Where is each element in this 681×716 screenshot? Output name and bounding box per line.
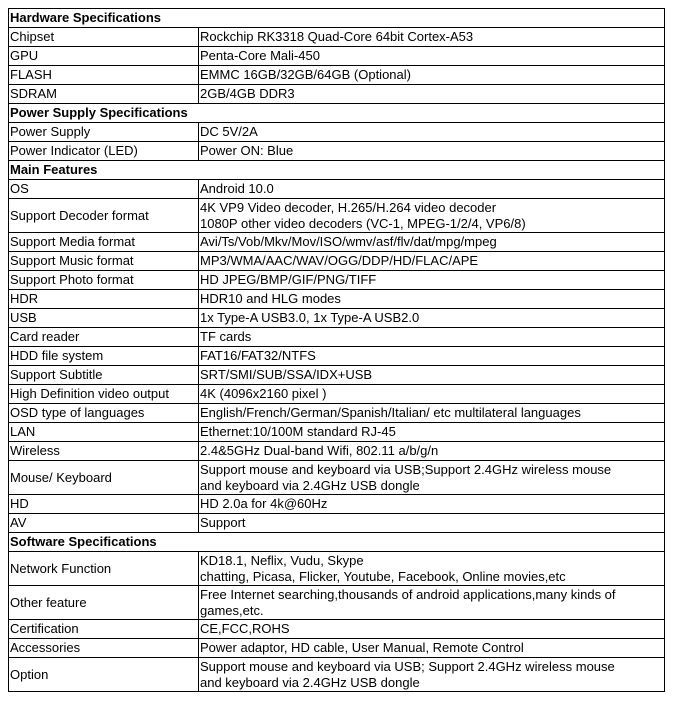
spec-value [199, 252, 665, 271]
spec-value [199, 290, 665, 309]
spec-label: AV [9, 514, 199, 533]
spec-value [199, 514, 665, 533]
spec-row [9, 199, 665, 233]
spec-label: Mouse/ Keyboard [9, 461, 199, 495]
spec-label: HD [9, 495, 199, 514]
spec-label: Chipset [9, 28, 199, 47]
spec-value-line: FAT16/FAT32/NTFS [200, 348, 316, 363]
spec-value-line: 2GB/4GB DDR3 [200, 86, 295, 101]
spec-label: Support Photo format [9, 271, 199, 290]
spec-value [199, 271, 665, 290]
spec-row [9, 85, 665, 104]
spec-value [199, 620, 665, 639]
spec-row [9, 290, 665, 309]
spec-label: SDRAM [9, 85, 199, 104]
spec-value-line: Support [200, 515, 246, 530]
spec-row [9, 552, 665, 586]
spec-label: USB [9, 309, 199, 328]
spec-row [9, 385, 665, 404]
spec-value-line: games,etc. [200, 602, 264, 618]
spec-value [199, 233, 665, 252]
spec-value [199, 199, 665, 233]
spec-label: OS [9, 180, 199, 199]
spec-value [199, 85, 665, 104]
spec-value-line: 4K (4096x2160 pixel ) [200, 386, 327, 401]
spec-value [199, 586, 665, 620]
spec-value-line: Avi/Ts/Vob/Mkv/Mov/ISO/wmv/asf/flv/dat/mpg/mpeg [200, 234, 497, 249]
spec-value [199, 461, 665, 495]
spec-value [199, 328, 665, 347]
spec-table-body [9, 9, 665, 692]
spec-label: Support Decoder format [9, 199, 199, 233]
spec-value-line: Ethernet:10/100M standard RJ-45 [200, 424, 396, 439]
spec-label: Option [9, 658, 199, 692]
spec-row [9, 28, 665, 47]
spec-row [9, 123, 665, 142]
spec-value [199, 180, 665, 199]
section-title: Software Specifications [9, 533, 665, 552]
spec-value-line: CE,FCC,ROHS [200, 621, 290, 636]
spec-row [9, 233, 665, 252]
spec-row [9, 461, 665, 495]
spec-value [199, 347, 665, 366]
spec-value [199, 66, 665, 85]
section-header-row [9, 104, 665, 123]
spec-value-line: 2.4&5GHz Dual-band Wifi, 802.11 a/b/g/n [200, 443, 439, 458]
spec-row [9, 514, 665, 533]
spec-value-line: HD JPEG/BMP/GIF/PNG/TIFF [200, 272, 377, 287]
spec-label: Support Media format [9, 233, 199, 252]
spec-label: HDD file system [9, 347, 199, 366]
spec-label: Certification [9, 620, 199, 639]
spec-value [199, 423, 665, 442]
spec-value-line: Penta-Core Mali-450 [200, 48, 320, 63]
spec-row [9, 142, 665, 161]
section-title: Power Supply Specifications [9, 104, 665, 123]
spec-row [9, 620, 665, 639]
spec-value-line: Android 10.0 [200, 181, 274, 196]
spec-value-line: Free Internet searching,thousands of android applications,many kinds of [200, 586, 616, 602]
spec-value-line: SRT/SMI/SUB/SSA/IDX+USB [200, 367, 373, 382]
spec-label: High Definition video output [9, 385, 199, 404]
spec-label: Wireless [9, 442, 199, 461]
section-header-row [9, 533, 665, 552]
spec-value [199, 658, 665, 692]
spec-row [9, 328, 665, 347]
spec-value-line: MP3/WMA/AAC/WAV/OGG/DDP/HD/FLAC/APE [200, 253, 479, 268]
section-title: Main Features [9, 161, 665, 180]
spec-row [9, 423, 665, 442]
spec-value-line: Power ON: Blue [200, 143, 294, 158]
spec-label: FLASH [9, 66, 199, 85]
spec-table [8, 8, 665, 692]
spec-label: Power Indicator (LED) [9, 142, 199, 161]
spec-value-line: English/French/German/Spanish/Italian/ etc multilateral languages [200, 405, 581, 420]
spec-row [9, 66, 665, 85]
spec-value-line: 4K VP9 Video decoder, H.265/H.264 video decoder [200, 199, 497, 215]
spec-label: Power Supply [9, 123, 199, 142]
spec-value-line: EMMC 16GB/32GB/64GB (Optional) [200, 67, 411, 82]
spec-row [9, 404, 665, 423]
spec-value-line: DC 5V/2A [200, 124, 258, 139]
spec-row [9, 586, 665, 620]
spec-row [9, 271, 665, 290]
spec-label: OSD type of languages [9, 404, 199, 423]
spec-value [199, 47, 665, 66]
spec-row [9, 180, 665, 199]
section-header-row [9, 9, 665, 28]
spec-value [199, 366, 665, 385]
spec-value-line: HD 2.0a for 4k@60Hz [200, 496, 328, 511]
spec-value [199, 142, 665, 161]
section-header-row [9, 161, 665, 180]
spec-label: Card reader [9, 328, 199, 347]
spec-value [199, 552, 665, 586]
spec-label: Support Music format [9, 252, 199, 271]
section-title: Hardware Specifications [9, 9, 665, 28]
spec-row [9, 639, 665, 658]
spec-value-line: Support mouse and keyboard via USB; Support 2.4GHz wireless mouse [200, 658, 615, 674]
spec-value [199, 442, 665, 461]
spec-label: LAN [9, 423, 199, 442]
spec-value [199, 309, 665, 328]
spec-value [199, 123, 665, 142]
spec-value-line: TF cards [200, 329, 252, 344]
spec-row [9, 658, 665, 692]
spec-label: Other feature [9, 586, 199, 620]
spec-value [199, 495, 665, 514]
spec-value-line: Power adaptor, HD cable, User Manual, Remote Control [200, 640, 524, 655]
spec-label: Network Function [9, 552, 199, 586]
spec-value-line: Support mouse and keyboard via USB;Support 2.4GHz wireless mouse [200, 461, 612, 477]
spec-value-line: chatting, Picasa, Flicker, Youtube, Facebook, Online movies,etc [200, 568, 566, 584]
spec-value [199, 28, 665, 47]
spec-label: HDR [9, 290, 199, 309]
spec-value [199, 639, 665, 658]
spec-value-line: KD18.1, Neflix, Vudu, Skype [200, 552, 364, 568]
spec-row [9, 442, 665, 461]
spec-value-line: Rockchip RK3318 Quad-Core 64bit Cortex-A53 [200, 29, 474, 44]
spec-row [9, 47, 665, 66]
spec-label: Support Subtitle [9, 366, 199, 385]
spec-row [9, 252, 665, 271]
spec-value-line: and keyboard via 2.4GHz USB dongle [200, 477, 420, 493]
spec-row [9, 309, 665, 328]
spec-value [199, 404, 665, 423]
spec-value-line: and keyboard via 2.4GHz USB dongle [200, 674, 420, 690]
spec-row [9, 347, 665, 366]
spec-value [199, 385, 665, 404]
spec-label: Accessories [9, 639, 199, 658]
spec-value-line: HDR10 and HLG modes [200, 291, 341, 306]
spec-value-line: 1080P other video decoders (VC-1, MPEG-1/2/4, VP6/8) [200, 215, 526, 231]
spec-value-line: 1x Type-A USB3.0, 1x Type-A USB2.0 [200, 310, 420, 325]
spec-label: GPU [9, 47, 199, 66]
spec-row [9, 495, 665, 514]
spec-row [9, 366, 665, 385]
